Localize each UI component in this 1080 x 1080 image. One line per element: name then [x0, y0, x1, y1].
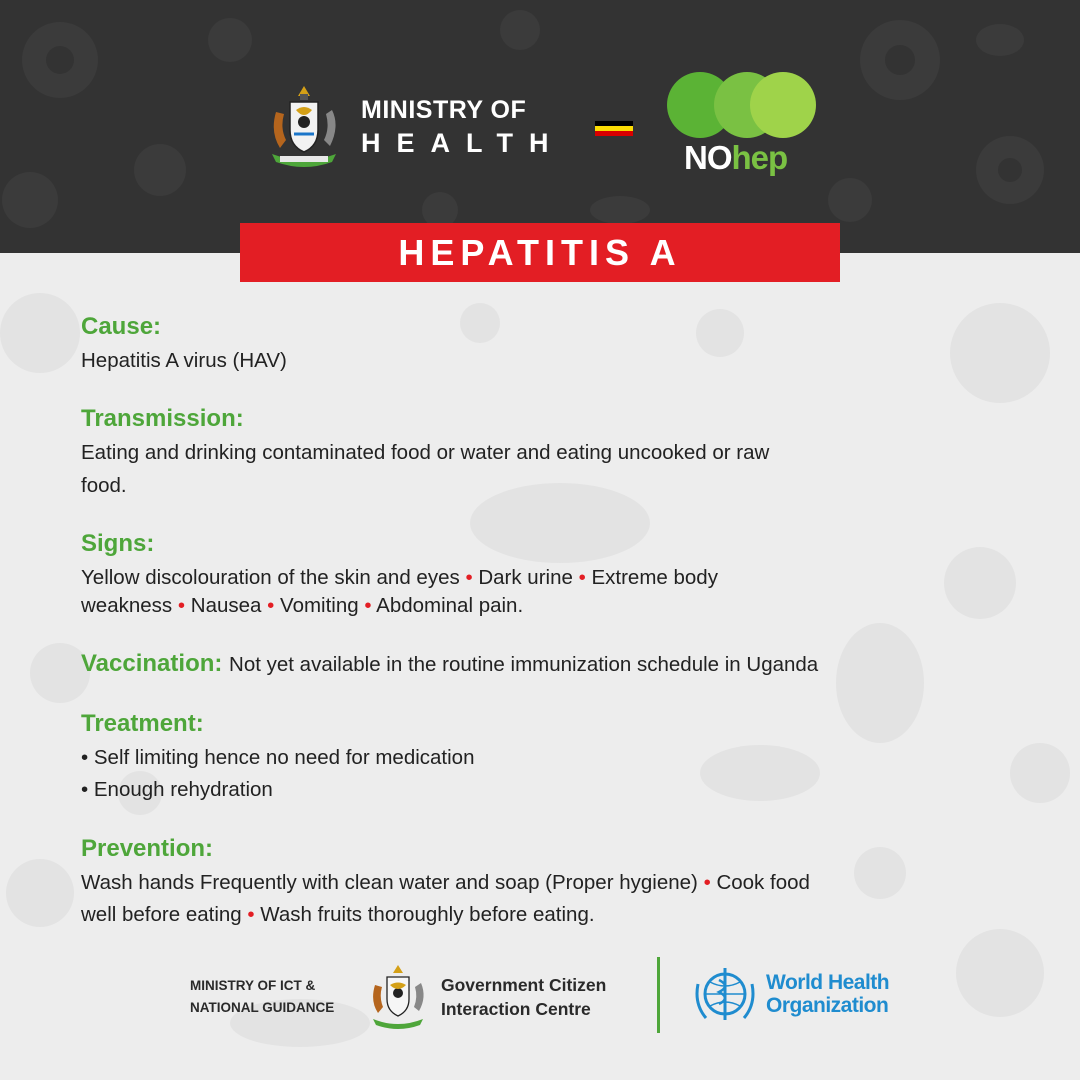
footer-coat-of-arms-icon: [368, 963, 428, 1029]
ministry-ict-label: [190, 975, 334, 1019]
cause-heading: Cause:: [81, 313, 162, 340]
prevention-item: Cook food: [716, 871, 810, 894]
bullet-dot: •: [578, 566, 586, 589]
treatment-heading: Treatment:: [81, 710, 204, 737]
sign-item: Nausea: [190, 594, 262, 617]
signs-heading: Signs:: [81, 530, 155, 557]
gcic-line1: Government Citizen: [441, 975, 607, 995]
vaccination-text: Not yet available in the routine immunization schedule in Uganda: [229, 653, 819, 676]
title-banner: HEPATITIS A: [240, 223, 840, 282]
sign-item: Vomiting: [280, 594, 359, 617]
sign-item: Yellow discolouration of the skin and eyes: [81, 566, 460, 589]
sign-item: weakness: [81, 594, 173, 617]
vaccination-row: [81, 650, 818, 678]
transmission-heading: Transmission:: [81, 405, 244, 432]
uganda-flag-icon: [595, 121, 633, 136]
transmission-text-line1: Eating and drinking contaminated food or water and eating uncooked or raw: [81, 441, 770, 464]
ministry-of-health-line1: MINISTRY OF: [361, 96, 527, 124]
bullet-dot: •: [364, 594, 372, 617]
uganda-coat-of-arms-icon: [266, 82, 342, 168]
bullet-dot: •: [465, 566, 473, 589]
cause-text: Hepatitis A virus (HAV): [81, 349, 287, 372]
flag-stripe-red: [595, 131, 633, 136]
vaccination-heading: Vaccination:: [81, 650, 223, 677]
who-label: [766, 971, 889, 1017]
who-emblem-icon: [692, 964, 758, 1026]
prevention-text-line2: [81, 901, 595, 929]
nohep-logo-text: [684, 139, 787, 177]
ministry-of-health-line2: HEALTH: [361, 128, 565, 158]
treatment-item: • Enough rehydration: [81, 778, 273, 801]
prevention-item: Wash hands Frequently with clean water and soap (Proper hygiene): [81, 871, 698, 894]
signs-text-line1: [81, 564, 718, 592]
treatment-item: • Self limiting hence no need for medication: [81, 746, 475, 769]
sign-item: Extreme body: [591, 566, 718, 589]
gcic-label: [441, 973, 606, 1021]
bullet-dot: •: [267, 594, 275, 617]
bullet-dot: •: [177, 594, 186, 617]
who-line2: Organization: [766, 994, 889, 1017]
virus-pattern-background: [0, 0, 1080, 253]
prevention-heading: Prevention:: [81, 835, 214, 862]
footer-divider: [657, 957, 660, 1033]
who-line1: World Health: [766, 971, 890, 994]
prevention-item: Wash fruits thoroughly before eating.: [260, 903, 595, 926]
sign-item: Abdominal pain.: [376, 594, 524, 617]
bullet-dot: •: [703, 871, 711, 894]
nohep-logo-icon: [665, 70, 817, 140]
header-bar: [0, 0, 1080, 253]
ministry-ict-line2: NATIONAL GUIDANCE: [190, 1000, 335, 1015]
transmission-text-line2: food.: [81, 474, 127, 497]
prevention-item: well before eating: [81, 903, 242, 926]
nohep-no-text: NO: [684, 139, 732, 176]
signs-text-line2: [81, 592, 523, 620]
bullet-dot: •: [247, 903, 255, 926]
gcic-line2: Interaction Centre: [441, 999, 591, 1019]
sign-item: Dark urine: [478, 566, 573, 589]
prevention-text-line1: [81, 869, 810, 897]
nohep-hep-text: hep: [731, 139, 788, 176]
ministry-ict-line1: MINISTRY OF ICT &: [190, 978, 316, 993]
